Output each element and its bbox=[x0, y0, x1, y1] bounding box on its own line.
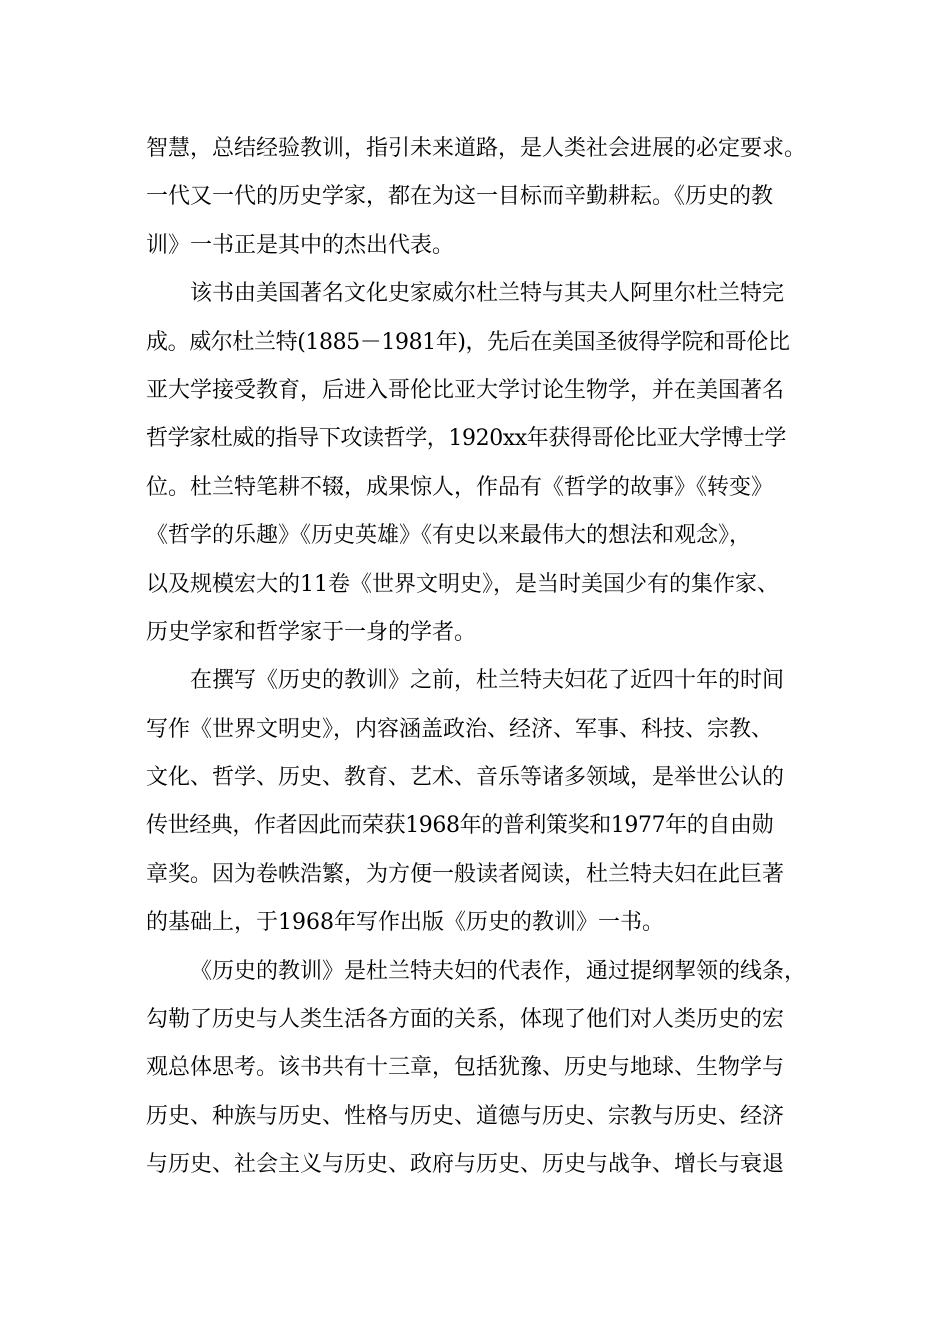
text-line-2: 一代又一代的历史学家，都在为这一目标而辛勤耕耘。《历史的教 bbox=[146, 184, 774, 210]
text-line-12: 在撰写《历史的教训》之前，杜兰特夫妇花了近四十年的时间 bbox=[190, 668, 785, 694]
text-line-10: 以及规模宏大的11卷《世界文明史》，是当时美国少有的集作家、 bbox=[146, 571, 779, 597]
body-text bbox=[146, 125, 812, 1190]
text-line-18: 《历史的教训》是杜兰特夫妇的代表作，通过提纲挈领的线条， bbox=[190, 958, 807, 984]
text-line-5: 成。威尔杜兰特(1885－1981年)，先后在美国圣彼得学院和哥伦比 bbox=[146, 329, 790, 355]
text-line-9: 《哲学的乐趣》《历史英雄》《有史以来最伟大的想法和观念》， bbox=[146, 523, 752, 549]
text-line-4: 该书由美国著名文化史家威尔杜兰特与其夫人阿里尔杜兰特完 bbox=[190, 281, 785, 307]
text-line-20: 观总体思考。该书共有十三章，包括犹豫、历史与地球、生物学与 bbox=[146, 1055, 785, 1081]
text-line-13: 写作《世界文明史》，内容涵盖政治、经济、军事、科技、宗教、 bbox=[146, 716, 774, 742]
text-line-21: 历史、种族与历史、性格与历史、道德与历史、宗教与历史、经济 bbox=[146, 1103, 785, 1129]
text-line-8: 位。杜兰特笔耕不辍，成果惊人，作品有《哲学的故事》《转变》 bbox=[146, 474, 774, 500]
text-line-6: 亚大学接受教育，后进入哥伦比亚大学讨论生物学，并在美国著名 bbox=[146, 377, 785, 403]
text-line-16: 章奖。因为卷帙浩繁，为方便一般读者阅读，杜兰特夫妇在此巨著 bbox=[146, 861, 785, 887]
text-line-15: 传世经典，作者因此而荣获1968年的普利策奖和1977年的自由勋 bbox=[146, 813, 774, 839]
text-line-1: 智慧，总结经验教训，指引未来道路，是人类社会进展的必定要求。 bbox=[146, 136, 807, 161]
text-line-14: 文化、哲学、历史、教育、艺术、音乐等诸多领域，是举世公认的 bbox=[146, 765, 785, 791]
text-line-7: 哲学家杜威的指导下攻读哲学，1920xx年获得哥伦比亚大学博士学 bbox=[146, 426, 787, 452]
text-line-11: 历史学家和哲学家于一身的学者。 bbox=[146, 619, 477, 645]
text-line-3: 训》一书正是其中的杰出代表。 bbox=[146, 232, 455, 258]
text-line-19: 勾勒了历史与人类生活各方面的关系，体现了他们对人类历史的宏 bbox=[146, 1007, 785, 1033]
text-line-17: 的基础上，于1968年写作出版《历史的教训》一书。 bbox=[146, 910, 664, 936]
text-line-22: 与历史、社会主义与历史、政府与历史、历史与战争、增长与衰退 bbox=[146, 1152, 785, 1178]
